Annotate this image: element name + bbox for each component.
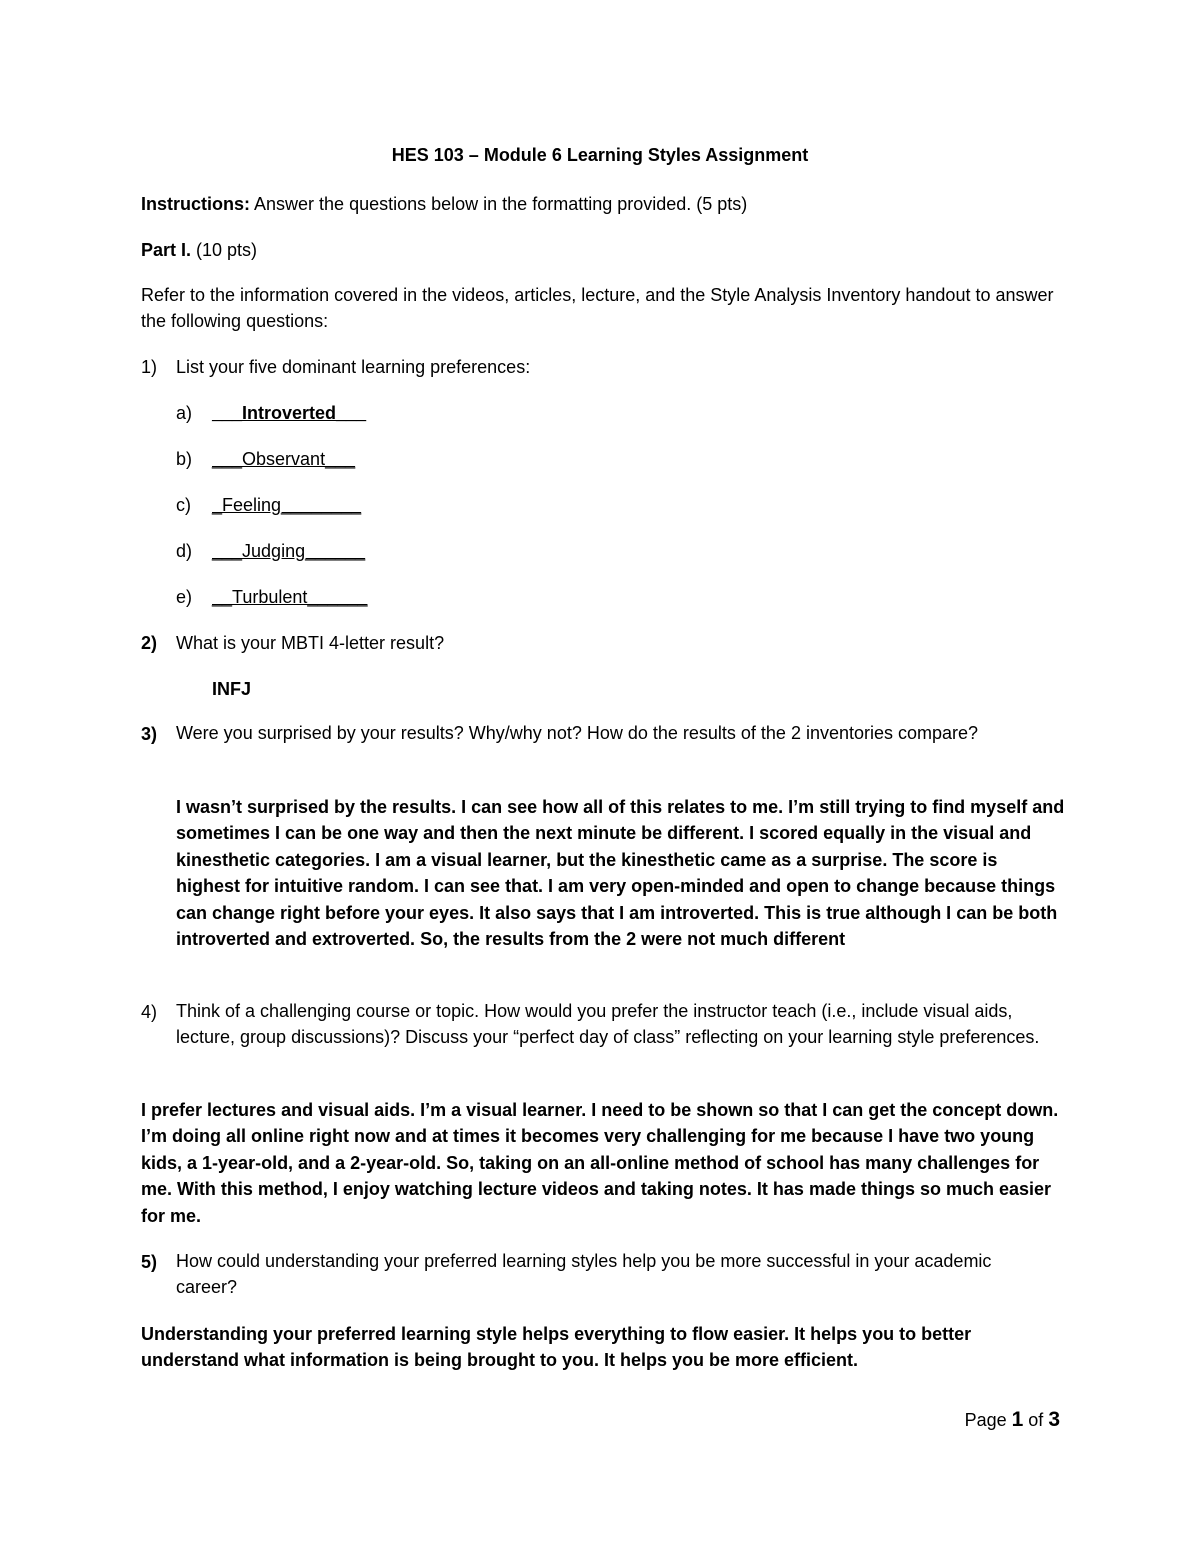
question-text: Were you surprised by your results? Why/why not? How do the results of the 2 inventories compare? <box>176 723 979 743</box>
question-text: What is your MBTI 4-letter result? <box>176 633 445 653</box>
part-heading <box>141 239 257 261</box>
question-text: List your five dominant learning preferences: <box>176 357 531 377</box>
page-word: Page <box>964 1410 1012 1430</box>
preference-answer: ___Observant___ <box>212 449 356 469</box>
total-pages: 3 <box>1048 1408 1060 1431</box>
page-number <box>965 1407 1060 1433</box>
question-number: 3) <box>141 724 158 744</box>
list-letter: a) <box>176 403 193 423</box>
question-number: 1) <box>141 357 158 377</box>
part-points: (10 pts) <box>191 240 258 260</box>
question-text: How could understanding your preferred learning styles help you be more successful in your academic career? <box>176 1251 992 1298</box>
preference-answer: ___Judging______ <box>212 541 366 561</box>
preference-answer: __Turbulent______ <box>212 587 368 607</box>
preference-answer: ___Introverted___ <box>212 403 367 423</box>
page-title: HES 103 – Module 6 Learning Styles Assignment <box>391 145 809 165</box>
question-number: 5) <box>141 1252 158 1272</box>
instructions-text: Answer the questions below in the formatting provided. (5 pts) <box>250 194 748 214</box>
list-letter: d) <box>176 541 193 561</box>
answer-q5: Understanding your preferred learning style helps everything to flow easier. It helps you to better understand what information is being brought to you. It helps you be more efficient. <box>141 1324 972 1371</box>
answer-q3: I wasn’t surprised by the results. I can see how all of this relates to me. I’m still trying to find myself and sometimes I can be one way and then the next minute be different. I scored equally in the visual and kinesthetic categories. I am a visual learner, but the kinesthetic came as a surprise. The score is highest for intuitive random. I can see that. I am very open-minded and open to change because things can change right before your eyes. It also says that I am introverted. This is true although I can be both introverted and extroverted. So, the results from the 2 were not much different <box>176 797 1065 950</box>
current-page: 1 <box>1011 1408 1024 1431</box>
instructions-label: Instructions: <box>141 194 251 214</box>
part-label: Part I. <box>141 240 192 260</box>
instructions-line <box>141 193 747 215</box>
list-letter: b) <box>176 449 193 469</box>
question-text: Think of a challenging course or topic. How would you prefer the instructor teach (i.e., include visual aids, lecture, group discussions)? Discuss your “perfect day of class” reflecting on your learning style preferences. <box>176 1001 1040 1048</box>
question-number: 4) <box>141 1002 158 1022</box>
question-number: 2) <box>141 633 158 653</box>
list-letter: c) <box>176 495 191 515</box>
intro-paragraph: Refer to the information covered in the videos, articles, lecture, and the Style Analysis Inventory handout to answer the following questions: <box>141 285 1054 332</box>
list-letter: e) <box>176 587 193 607</box>
of-word: of <box>1023 1410 1049 1430</box>
answer-q4: I prefer lectures and visual aids. I’m a visual learner. I need to be shown so that I can get the concept down. I’m doing all online right now and at times it becomes very challenging for me because I have two young kids, a 1-year-old, and a 2-year-old. So, taking on an all-online method of school has many challenges for me. With this method, I enjoy watching lecture videos and taking notes. It has made things so much easier for me. <box>141 1100 1059 1226</box>
preference-answer: _Feeling________ <box>212 495 362 515</box>
answer-q2: INFJ <box>212 679 252 699</box>
